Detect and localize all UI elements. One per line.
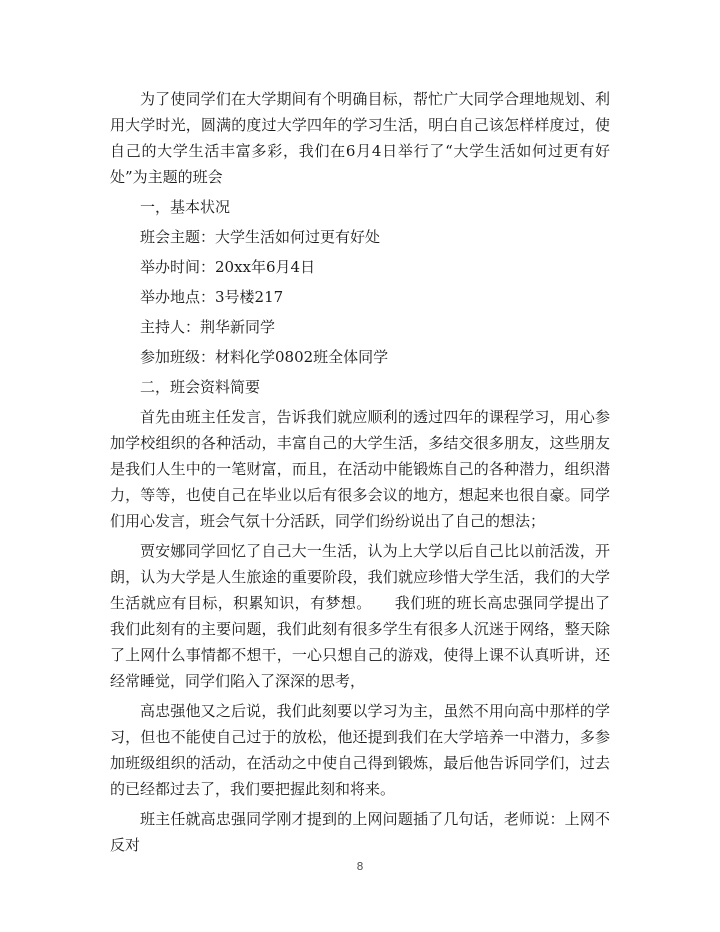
body-paragraph-gao: 高忠强他又之后说，我们此刻要以学习为主，虽然不用向高中那样的学习，但也不能使自己过于的放松，他还提到我们在大学培养一中潜力，多参加班级组织的活动，在活动之中使自己得到锻炼，最后他告诉同学们，过去的已经都过去了，我们要把握此刻和将来。	[110, 702, 610, 798]
intro-paragraph: 为了使同学们在大学期间有个明确目标，帮忙广大同学合理地规划、利用大学时光，圆满的度过大学四年的学习生活，明白自己该怎样样度过，使自己的大学生活丰富多彩，我们在6月4日举行了“大学生活如何过更有好处”为主题的班会	[110, 90, 610, 186]
info-time: 举办时间：20xx年6月4日	[140, 258, 316, 276]
page-number: 8	[356, 860, 364, 873]
section-heading-basic-info: 一，基本状况	[140, 198, 231, 216]
body-paragraph-teacher: 首先由班主任发言，告诉我们就应顺利的透过四年的课程学习，用心参加学校组织的各种活动，丰富自己的大学生活，多结交很多朋友，这些朋友是我们人生中的一笔财富，而且，在活动中能锻炼自己的各种潜力，组织潜力，等等，也使自己在毕业以后有很多会议的地方，想起来也很自豪。同学们用心发言，班会气氛十分活跃，同学们纷纷说出了自己的想法；	[110, 408, 610, 530]
document-body	[110, 86, 610, 858]
info-theme: 班会主题：大学生活如何过更有好处	[140, 228, 381, 246]
info-host: 主持人：荆华新同学	[140, 318, 276, 336]
body-paragraph-internet: 班主任就高忠强同学刚才提到的上网问题插了几句话，老师说：上网不反对	[110, 810, 610, 854]
section-heading-summary: 二，班会资料简要	[140, 378, 261, 396]
body-paragraph-jia: 贾安娜同学回忆了自己大一生活，认为上大学以后自己比以前活泼，开朗，认为大学是人生旅途的重要阶段，我们就应珍惜大学生活，我们的大学生活就应有目标，积累知识，有梦想。 我们班的班长高忠强同学提出了我们此刻有的主要问题，我们此刻有很多学生有很多人沉迷于网络，整天除了上网什么事情都不想干，一心只想自己的游戏，使得上课不认真听讲，还经常睡觉，同学们陷入了深深的思考，	[110, 542, 610, 690]
info-location: 举办地点：3号楼217	[140, 288, 284, 306]
info-participants: 参加班级：材料化学0802班全体同学	[140, 348, 389, 366]
